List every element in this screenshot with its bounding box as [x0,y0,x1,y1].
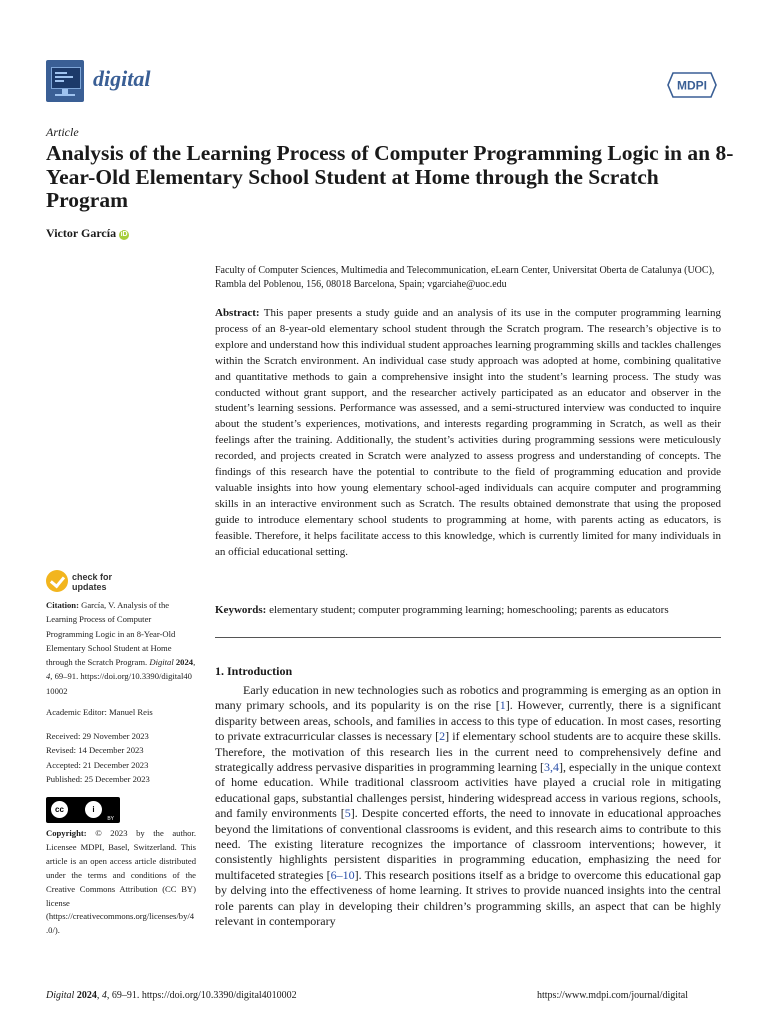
check-updates-line2: updates [72,582,107,592]
footer-volume: 4 [101,990,107,1001]
journal-name: digital [93,66,151,91]
abstract [215,306,721,561]
copyright-label: Copyright: [46,828,87,838]
dates [46,729,196,786]
mdpi-logo [667,72,717,98]
citation: Citation: García, V. Analysis of the Learning Process of Computer Programming Logic in an 8-Year-Old Elementary School Student at Home through the Scratch Program. Digital 2024, 4, 69–91. https://doi.org/10.3390/digital4010002 [46,600,196,696]
citation-pages: , 69–91. [50,671,79,682]
footer-journal: Digital [46,990,75,1001]
date-received: Received: 29 November 2023 [46,731,149,741]
citation-doi-link[interactable]: https://doi.org/10.3390/digital4010002 [46,671,192,696]
section-heading-introduction: 1. Introduction [215,664,293,678]
cc-by-license-icon[interactable] [46,797,120,823]
academic-editor: Academic Editor: Manuel Reis [46,707,153,717]
attribution-person-icon: i [84,800,103,819]
ref-link[interactable]: 3,4 [543,760,559,775]
orcid-icon[interactable]: iD [120,231,128,238]
affiliation: Faculty of Computer Sciences, Multimedia and Telecommunication, eLearn Center, Universitat Oberta de Catalunya (UOC), Rambla del Poblenou, 156, 08018 Barcelona, Spain; vgarciahe@uoc.edu [215,265,715,290]
citation-year: 2024 [175,657,194,668]
citation-label: Citation: [46,600,79,610]
citation-text: García, V. Analysis of the Learning Process of Computer Programming Logic in an 8-Year-Old Elementary School Student at Home through the Scratch Program. [46,600,176,668]
divider [215,637,721,638]
intro-text-d: ], especially in the unique context of home education. While traditional classroom activities have played a crucial role in mitigating educational gaps, substantial challenges persist, hindering widespread access in various regions, schools, and family environments [ [215,760,721,821]
mdpi-logo-text: MDPI [677,78,707,93]
keywords-text: elementary student; computer programming learning; homeschooling; parents as educators [269,604,669,616]
footer-year: 2024 [76,990,97,1001]
citation-volume: 4 [46,671,51,682]
ref-link[interactable]: 1 [499,698,506,713]
footer-doi[interactable]: , 69–91. https://doi.org/10.3390/digital4010002 [106,990,297,1001]
ref-link[interactable]: 2 [439,729,446,744]
cc-by-label: BY [107,816,114,822]
paper-title: Analysis of the Learning Process of Computer Programming Logic in an 8-Year-Old Elementary School Student at Home through the Scratch Program [46,141,734,212]
copyright [46,827,196,938]
ref-link[interactable]: 6–10 [330,867,355,882]
check-for-updates-button[interactable] [46,570,166,596]
keywords [215,603,721,618]
cc-icon: cc [50,800,69,819]
article-type: Article [46,125,79,139]
citation-journal: Digital [149,657,174,668]
abstract-label: Abstract: [215,307,260,319]
author-line [46,226,129,241]
ref-link[interactable]: 5 [344,806,351,821]
check-updates-icon [46,570,68,592]
date-accepted: Accepted: 21 December 2023 [46,759,149,770]
date-published: Published: 25 December 2023 [46,773,150,784]
introduction-paragraph [215,683,721,930]
journal-logo [46,60,84,102]
author-name[interactable]: Victor García [46,226,117,240]
keywords-label: Keywords: [215,604,267,616]
copyright-text: © 2023 by the author. Licensee MDPI, Basel, Switzerland. This article is an open access article distributed under the terms and conditions of the Creative Commons Attribution (CC BY) license (https://creativecommons.org/licenses/by/4.0/). [46,828,196,936]
abstract-text: This paper presents a study guide and an analysis of its use in the computer programming learning process of an 8-year-old elementary school student through the Scratch program. The research’s objective is to explore and understand how this individual student approaches learning programming skills and tackles challenges within the Scratch environment. An individual case study approach was adopted at home, combining qualitative and quantitative methods to gain a comprehensive insight into the student’s learning process. The study was conducted without grant support, and the researcher actively participated as an educator and observer in the student’s learning sessions. Performance was assessed, and a semi-structured interview was conducted to inquire about the student’s experiences, motivations, and interests regarding programming in Scratch, as well as their feelings after the training. Additionally, the student’s activities during programming sessions were meticulously recorded, and projects created in Scratch were analyzed to assess progress and understanding of concepts. The findings of this research have the potential to contribute to the field of programming education and provide valuable insights into how young elementary school-aged individuals can acquire computer and programming skills in an interactive environment such as Scratch. The results obtained demonstrate that using the proposed guide to introduce elementary school students to programming at home, with parents acting as educators, is feasible. Therefore, it helps facilitate access to this knowledge, which is currently limited for many individuals in an official educational setting. [215,307,722,558]
intro-text-a: Early education in new technologies such as robotics and programming is emerging as an option in many primary schools, and its popularity is on the rise [ [215,683,721,713]
intro-text-e: ]. Despite concerted efforts, the need to innovate in educational approaches beyond the limitations of conventional classrooms is evident, and this research aims to contribute to this need. The existing literature recognizes the importance of classroom interventions; however, it consistently highlights persistent disparities in programming education, emphasizing the need for multifaceted strategies [ [215,806,722,882]
intro-text-c: ] if elementary school students are to acquire these skills. Therefore, the motivation of this research lies in the current need to comprehensively define and strategically address pervasive disparities in programming learning [ [215,729,721,775]
intro-text-b: ]. However, currently, there is a significant disparity between areas, schools, and families in access to this type of education. In most cases, resorting to private extracurricular classes is necessary [ [215,698,721,744]
footer-citation: Digital 2024, 4, 69–91. https://doi.org/10.3390/digital4010002 [46,990,297,1001]
check-updates-line1: check for [72,572,113,582]
intro-text-f: ]. This research positions itself as a bridge to overcome this educational gap by delving into the effectiveness of home learning. It strives to provide nuanced insights into the central role parents can play in developing their children’s programming skills, an aspect that can be highly relevant in contemporary [215,867,721,929]
footer-journal-url[interactable]: https://www.mdpi.com/journal/digital [537,990,689,1001]
date-revised: Revised: 14 December 2023 [46,745,144,756]
